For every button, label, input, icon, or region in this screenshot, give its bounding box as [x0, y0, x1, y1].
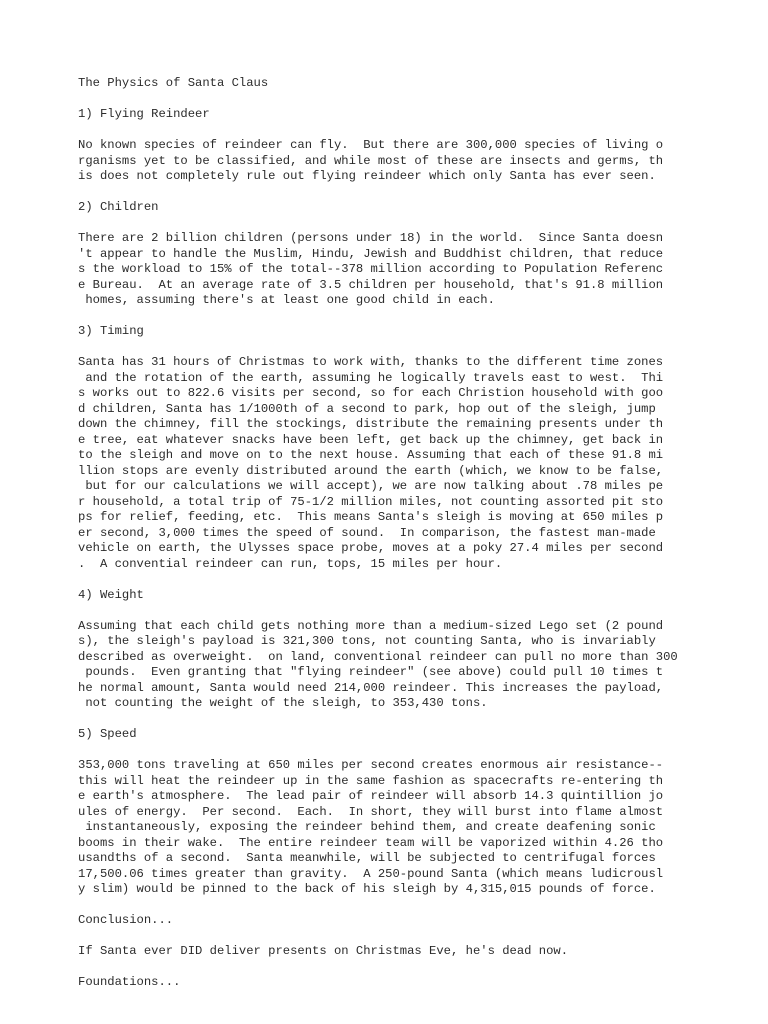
section-heading-children: 2) Children	[78, 200, 159, 214]
paragraph-line: y slim) would be pinned to the back of his sleigh by 4,315,015 pounds of force.	[78, 882, 656, 896]
paragraph-line: usandths of a second. Santa meanwhile, will be subjected to centrifugal forces	[78, 851, 656, 865]
paragraph-line: Santa has 31 hours of Christmas to work with, thanks to the different time zones	[78, 355, 664, 369]
paragraph-line: If Santa ever DID deliver presents on Christmas Eve, he's dead now.	[78, 944, 569, 958]
paragraph-line: There are 2 billion children (persons under 18) in the world. Since Santa doesn	[78, 231, 664, 245]
paragraph-line: No known species of reindeer can fly. But there are 300,000 species of living o	[78, 138, 664, 152]
document-title: The Physics of Santa Claus	[78, 76, 269, 90]
section-heading-conclusion: Conclusion...	[78, 913, 174, 927]
paragraph-line: rganisms yet to be classified, and while most of these are insects and germs, th	[78, 153, 664, 168]
paragraph-line: e Bureau. At an average rate of 3.5 children per household, that's 91.8 million	[78, 277, 664, 292]
paragraph-line: is does not completely rule out flying reindeer which only Santa has ever seen.	[78, 169, 656, 183]
paragraph-line: Assuming that each child gets nothing more than a medium-sized Lego set (2 pound	[78, 618, 664, 633]
paragraph-line: er second, 3,000 times the speed of sound. In comparison, the fastest man-made	[78, 525, 656, 540]
paragraph-line: llion stops are evenly distributed around the earth (which, we know to be false,	[78, 463, 664, 478]
paragraph-line: e tree, eat whatever snacks have been left, get back up the chimney, get back in	[78, 432, 664, 447]
paragraph-line: pounds. Even granting that "flying reindeer" (see above) could pull 10 times t	[78, 665, 664, 679]
paragraph-line: 't appear to handle the Muslim, Hindu, Jewish and Buddhist children, that reduce	[78, 246, 664, 261]
paragraph-line: he normal amount, Santa would need 214,000 reindeer. This increases the payload,	[78, 680, 664, 695]
document-footer: Foundations...	[78, 975, 181, 989]
paragraph-line: 353,000 tons traveling at 650 miles per second creates enormous air resistance--	[78, 758, 664, 772]
paragraph-line: to the sleigh and move on to the next house. Assuming that each of these 91.8 mi	[78, 448, 664, 462]
paragraph-line: d children, Santa has 1/1000th of a second to park, hop out of the sleigh, jump	[78, 401, 656, 416]
paragraph-line: instantaneously, exposing the reindeer behind them, and create deafening sonic	[78, 820, 656, 834]
paragraph-line: down the chimney, fill the stockings, distribute the remaining presents under th	[78, 417, 664, 431]
section-heading-weight: 4) Weight	[78, 587, 144, 602]
paragraph-line: not counting the weight of the sleigh, to 353,430 tons.	[78, 696, 488, 710]
section-heading-flying-reindeer: 1) Flying Reindeer	[78, 107, 210, 121]
paragraph-line: 17,500.06 times greater than gravity. A 250-pound Santa (which means ludicrousl	[78, 866, 664, 881]
paragraph-line: booms in their wake. The entire reindeer team will be vaporized within 4.26 tho	[78, 835, 664, 850]
paragraph-line: described as overweight. on land, conventional reindeer can pull no more than 300	[78, 649, 678, 664]
section-heading-speed: 5) Speed	[78, 727, 137, 741]
paragraph-line: s the workload to 15% of the total--378 million according to Population Referenc	[78, 262, 664, 276]
paragraph-line: homes, assuming there's at least one good child in each.	[78, 293, 495, 307]
paragraph-line: s works out to 822.6 visits per second, so for each Christion household with goo	[78, 386, 664, 400]
paragraph-line: ps for relief, feeding, etc. This means Santa's sleigh is moving at 650 miles p	[78, 510, 664, 524]
paragraph-line: vehicle on earth, the Ulysses space probe, moves at a poky 27.4 miles per second	[78, 541, 664, 555]
paragraph-line: ules of energy. Per second. Each. In short, they will burst into flame almost	[78, 804, 664, 819]
paragraph-line: this will heat the reindeer up in the same fashion as spacecrafts re-entering th	[78, 773, 664, 788]
paragraph-line: s), the sleigh's payload is 321,300 tons, not counting Santa, who is invariably	[78, 634, 656, 648]
paragraph-line: e earth's atmosphere. The lead pair of reindeer will absorb 14.3 quintillion jo	[78, 789, 664, 803]
section-heading-timing: 3) Timing	[78, 324, 144, 338]
paragraph-line: but for our calculations we will accept), we are now talking about .78 miles pe	[78, 479, 664, 493]
paragraph-line: and the rotation of the earth, assuming he logically travels east to west. Thi	[78, 370, 664, 385]
paragraph-line: . A convential reindeer can run, tops, 15 miles per hour.	[78, 556, 503, 571]
paragraph-line: r household, a total trip of 75-1/2 million miles, not counting assorted pit sto	[78, 494, 664, 509]
document-page	[78, 76, 698, 991]
